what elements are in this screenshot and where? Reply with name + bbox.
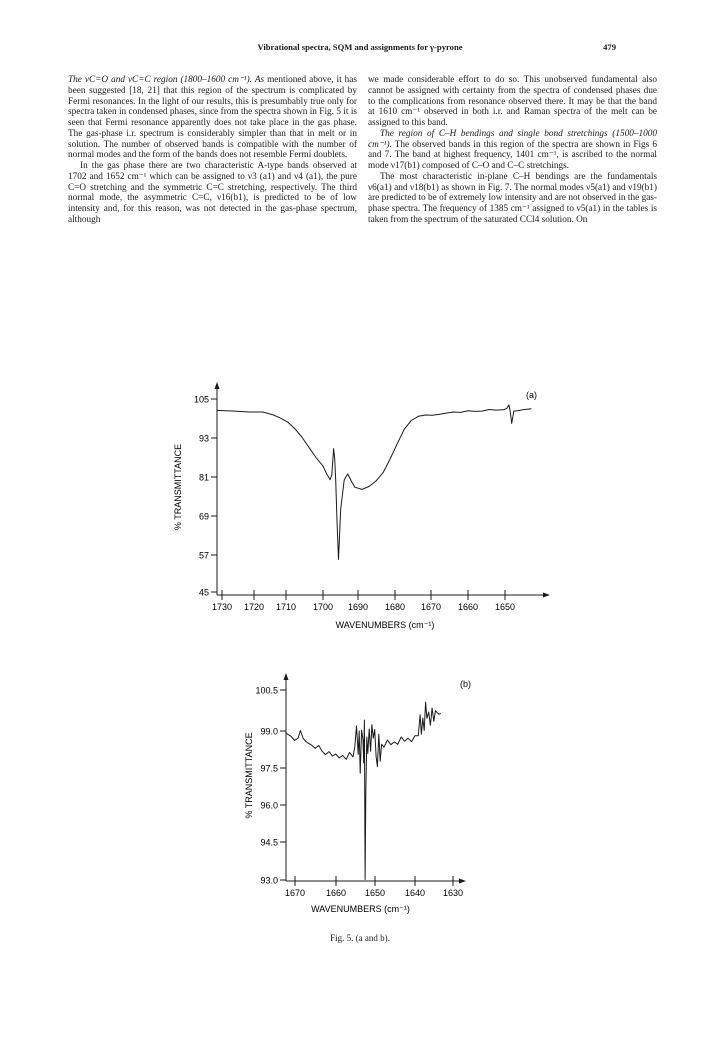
running-title: Vibrational spectra, SQM and assignments for γ-pyrone (257, 42, 463, 52)
y-tick-label: 93 (198, 433, 209, 444)
y-tick-label: 97.5 (260, 763, 278, 774)
y-tick-label: 45 (198, 587, 209, 598)
x-tick-label: 1640 (404, 888, 426, 898)
y-axis-arrow-icon (215, 382, 220, 389)
section-heading: The νC=O and νC=C region (1800–1600 cm⁻¹). As (68, 75, 265, 85)
x-tick-label: 1660 (457, 602, 479, 612)
x-axis-arrow-icon (459, 879, 466, 884)
paragraph: we made considerable effort to do so. This unobserved fundamental also cannot be assigned with certainty from the spectra of condensed phases due to the complications from resonance observed there. It may be that the band at 1610 cm⁻¹ observed in both i.r. and Raman spectra of the melt can be assigned to this band. (368, 75, 657, 128)
y-tick-label: 81 (198, 472, 209, 483)
y-tick-label: 57 (198, 550, 209, 561)
x-tick-label: 1650 (494, 602, 516, 612)
figure-caption: Fig. 5. (a and b). (330, 933, 390, 943)
y-tick-label: 100.5 (255, 685, 278, 696)
y-tick-label: 93.0 (260, 875, 278, 886)
page-number: 479 (603, 42, 616, 52)
spectrum-line (217, 405, 532, 560)
y-tick-label: 94.5 (260, 837, 278, 848)
x-axis-arrow-icon (543, 593, 550, 598)
y-tick-label: 99.0 (260, 726, 278, 737)
x-axis-label: WAVENUMBERS (cm⁻¹) (311, 904, 410, 914)
y-axis-arrow-icon (284, 673, 289, 680)
x-tick-label: 1650 (364, 888, 386, 898)
x-tick-label: 1630 (442, 888, 464, 898)
spectrum-line (286, 702, 441, 879)
x-tick-label: 1710 (275, 602, 297, 612)
x-tick-label: 1720 (243, 602, 265, 612)
y-tick-label: 105 (193, 394, 209, 405)
x-tick-label: 1670 (284, 888, 306, 898)
y-axis-label: % TRANSMITTANCE (244, 732, 254, 819)
x-tick-label: 1680 (384, 602, 406, 612)
x-tick-label: 1660 (325, 888, 347, 898)
y-tick-label: 69 (198, 511, 209, 522)
panel-label: (a) (526, 390, 537, 400)
x-tick-label: 1730 (211, 602, 233, 612)
y-axis-label: % TRANSMITTANCE (173, 443, 183, 531)
x-axis-label: WAVENUMBERS (cm⁻¹) (335, 620, 435, 630)
paragraph: The νC=O and νC=C region (1800–1600 cm⁻¹). As mentioned above, it has been suggested [18, 21] that this region of the spectrum is complicated by Fermi resonances. In the light of our results, this is presumbably true only for spectra taken in condensed phases, since from the spectra shown in Fig. 5 it is seen that Fermi resonance apparently does not take place in the gas phase. The gas-phase i.r. spectrum is considerably simpler than that in melt or in solution. The number of observed bands is compatible with the number of normal modes and the form of the bands does not resemble Fermi doublets. (68, 75, 357, 161)
x-tick-label: 1670 (420, 602, 442, 612)
paragraph: The region of C–H bendings and single bond stretchings (1500–1000 cm⁻¹). The observed bands in this region of the spectra are shown in Figs 6 and 7. The band at highest frequency, 1401 cm⁻¹, is ascribed to the normal mode ν17(b1) composed of C–O and C–C stretchings. (368, 128, 657, 171)
paragraph: In the gas phase there are two characteristic A-type bands observed at 1702 and 1652 cm⁻¹ which can be assigned to ν3 (a1) and ν4 (a1), the pure C=O stretching and the symmetric C=C stretching, respectively. The third normal mode, the asymmetric C=C, ν16(b1), is predicted to be of low intensity and, for this reason, was not detected in the gas-phase spectrum, although (68, 161, 357, 225)
section-heading: The region of C–H bendings and single bond stretchings (1500–1000 cm⁻¹). (368, 128, 657, 150)
x-tick-label: 1690 (347, 602, 369, 612)
y-tick-label: 96.0 (260, 800, 278, 811)
x-tick-label: 1700 (312, 602, 334, 612)
paragraph: The most characteristic in-plane C–H bendings are the fundamentals ν6(a1) and ν18(b1) as shown in Fig. 7. The normal modes ν5(a1) and ν19(b1) are predicted to be of extremely low intensity and are not observed in the gas-phase spectra. The frequency of 1385 cm⁻¹ assigned to ν5(a1) in the tables is taken from the spectrum of the saturated CCl4 solution. On (368, 171, 657, 225)
panel-label: (b) (460, 679, 471, 689)
